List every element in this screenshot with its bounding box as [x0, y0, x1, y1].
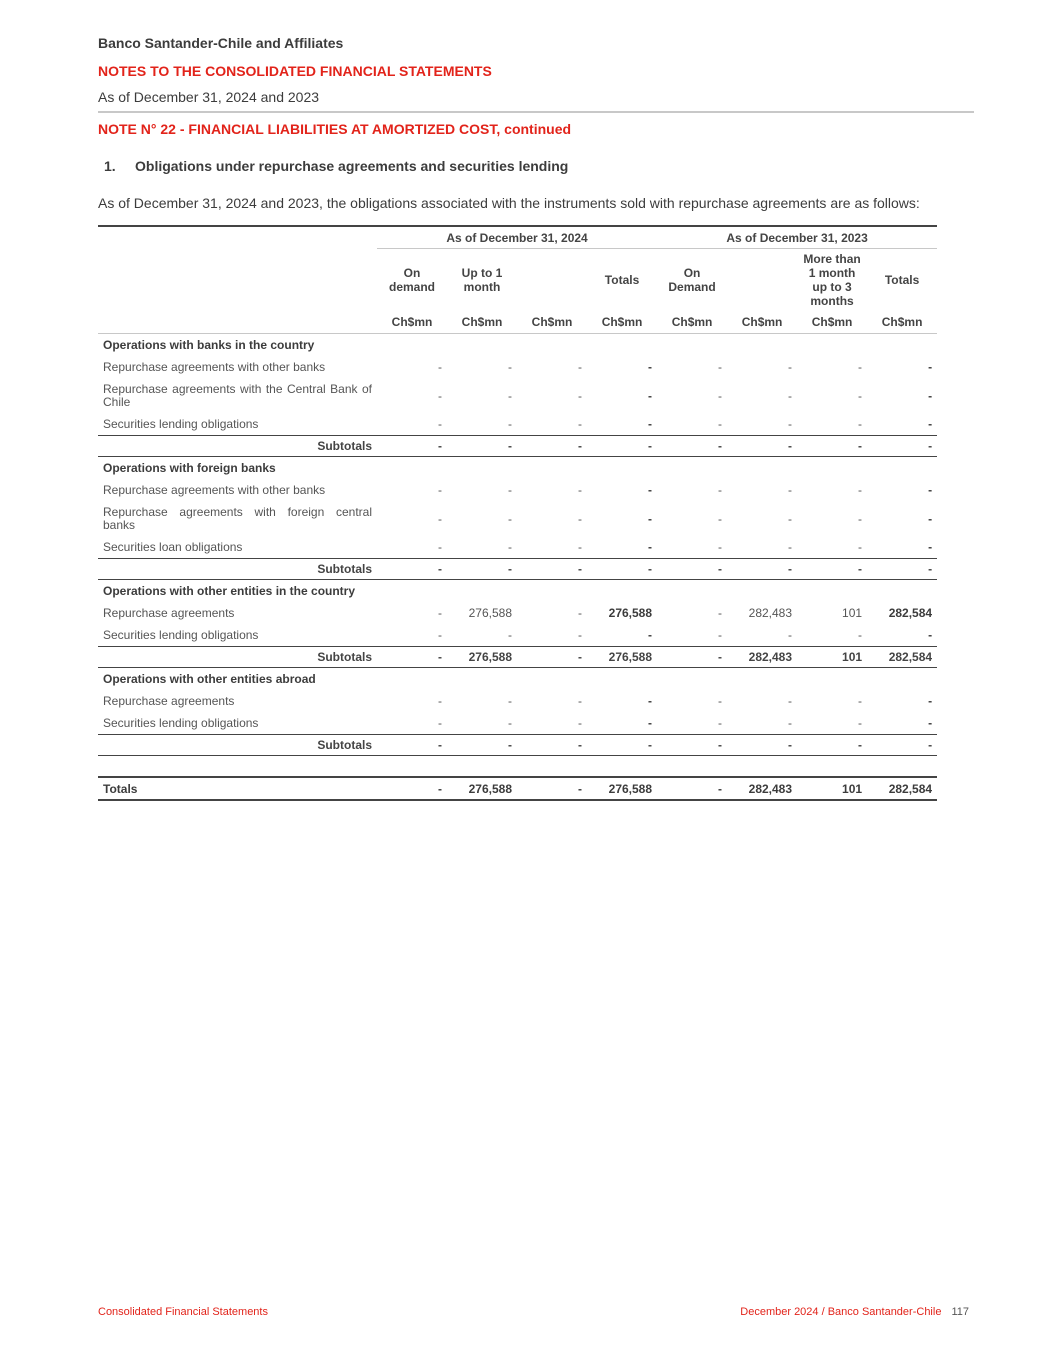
value-cell: -: [508, 716, 512, 730]
subtotal-cell: -: [517, 559, 587, 580]
value-cell: -: [718, 511, 723, 526]
subtotal-cell: -: [517, 436, 587, 457]
section-header-row: [98, 580, 937, 603]
col-header: Totals: [884, 273, 920, 287]
company-name: Banco Santander-Chile and Affiliates: [98, 35, 344, 51]
table-row: [98, 690, 937, 712]
value-cell: -: [788, 417, 793, 431]
note-title: NOTE N° 22 - FINANCIAL LIABILITIES AT AMORTIZED COST, continued: [98, 121, 572, 137]
total-cell: 282,584: [867, 777, 937, 800]
value-cell: -: [578, 417, 582, 431]
period-2024-header: As of December 31, 2024: [377, 226, 657, 249]
notes-title: NOTES TO THE CONSOLIDATED FINANCIAL STATEMENTS: [98, 63, 492, 79]
value-cell: -: [438, 606, 442, 620]
section-header: Operations with foreign banks: [103, 461, 276, 475]
value-cell: -: [858, 716, 863, 730]
subtotal-cell: -: [587, 559, 657, 580]
spacer-row: [98, 756, 937, 778]
subtotal-cell: -: [447, 559, 517, 580]
subtotal-cell: -: [867, 735, 937, 756]
value-cell: -: [438, 540, 442, 554]
unit-cell: Ch$mn: [727, 311, 797, 334]
subtotal-cell: -: [587, 735, 657, 756]
subtotal-cell: -: [867, 559, 937, 580]
value-cell: -: [928, 388, 933, 403]
subtotal-cell: -: [657, 647, 727, 668]
subtotal-cell: 282,584: [867, 647, 937, 668]
subtotal-cell: -: [657, 559, 727, 580]
subtotal-cell: -: [867, 436, 937, 457]
subtotal-cell: -: [377, 559, 447, 580]
value-cell: -: [508, 628, 512, 642]
table-row: [98, 624, 937, 647]
table-row: [98, 536, 937, 559]
subtotal-cell: -: [797, 436, 867, 457]
row-label: Repurchase agreements with the Central Bank of Chile: [103, 381, 372, 409]
value-cell: 276,588: [608, 606, 653, 620]
value-cell: -: [508, 511, 512, 526]
header-divider: [98, 111, 974, 113]
value-cell: 282,483: [748, 606, 793, 620]
value-cell: -: [438, 388, 442, 403]
table-row: [98, 712, 937, 735]
value-cell: -: [438, 694, 442, 708]
value-cell: -: [788, 388, 793, 403]
subtotal-cell: -: [517, 735, 587, 756]
unit-cell: Ch$mn: [657, 311, 727, 334]
value-cell: -: [928, 628, 933, 642]
unit-cell: Ch$mn: [377, 311, 447, 334]
value-cell: -: [858, 483, 863, 497]
col-header: [517, 249, 587, 312]
value-cell: -: [718, 606, 723, 620]
value-cell: -: [438, 716, 442, 730]
subtotal-cell: -: [657, 436, 727, 457]
value-cell: -: [928, 694, 933, 708]
unit-cell: Ch$mn: [867, 311, 937, 334]
row-label: Securities lending obligations: [103, 716, 259, 730]
row-label: Repurchase agreements with foreign central banks: [103, 504, 372, 532]
unit-cell: Ch$mn: [587, 311, 657, 334]
subtotal-cell: 101: [797, 647, 867, 668]
value-cell: -: [928, 360, 933, 374]
value-cell: -: [718, 417, 723, 431]
value-cell: -: [858, 694, 863, 708]
subtotal-cell: -: [797, 735, 867, 756]
value-cell: -: [928, 540, 933, 554]
value-cell: -: [648, 417, 653, 431]
unit-row: [98, 311, 937, 334]
subtotal-row: [98, 647, 937, 668]
table-row: [98, 602, 937, 624]
value-cell: -: [438, 483, 442, 497]
section-header-row: [98, 457, 937, 480]
table-row: [98, 501, 937, 536]
footer-right: [740, 1306, 969, 1318]
subtotal-label: Subtotals: [98, 735, 377, 756]
row-label: Repurchase agreements: [103, 694, 235, 708]
value-cell: -: [858, 628, 863, 642]
value-cell: -: [578, 694, 582, 708]
value-cell: -: [718, 483, 723, 497]
subtotal-row: [98, 559, 937, 580]
value-cell: -: [508, 388, 512, 403]
subtotal-cell: 282,483: [727, 647, 797, 668]
value-cell: -: [788, 694, 793, 708]
subtotal-label: Subtotals: [98, 436, 377, 457]
row-label: Securities loan obligations: [103, 540, 243, 554]
value-cell: 276,588: [468, 606, 512, 620]
value-cell: -: [578, 388, 582, 403]
value-cell: -: [648, 628, 653, 642]
repurchase-obligations-table: [98, 225, 937, 801]
col-header: Up to 1 month: [461, 266, 503, 294]
totals-label: Totals: [98, 777, 377, 800]
col-header: On demand: [388, 266, 435, 294]
section-header-row: [98, 334, 937, 357]
table-row: [98, 479, 937, 501]
unit-cell: Ch$mn: [447, 311, 517, 334]
period-2023-header: As of December 31, 2023: [657, 226, 937, 249]
subtotal-cell: -: [587, 436, 657, 457]
value-cell: -: [578, 716, 582, 730]
value-cell: -: [438, 511, 442, 526]
total-cell: 276,588: [587, 777, 657, 800]
value-cell: -: [858, 511, 863, 526]
subtotal-cell: -: [447, 436, 517, 457]
col-header: Totals: [604, 273, 640, 287]
value-cell: -: [718, 628, 723, 642]
value-cell: -: [438, 360, 442, 374]
total-cell: 101: [797, 777, 867, 800]
value-cell: -: [578, 511, 582, 526]
value-cell: -: [718, 540, 723, 554]
value-cell: -: [438, 628, 442, 642]
value-cell: -: [718, 388, 723, 403]
col-header: On Demand: [668, 266, 716, 294]
value-cell: -: [508, 360, 512, 374]
subtotal-cell: 276,588: [447, 647, 517, 668]
subtotal-cell: -: [797, 559, 867, 580]
page-number: 117: [951, 1306, 969, 1318]
value-cell: 101: [842, 606, 863, 620]
subtotal-row: [98, 735, 937, 756]
section-header-row: [98, 668, 937, 691]
value-cell: -: [928, 716, 933, 730]
footer-left: Consolidated Financial Statements: [98, 1306, 268, 1318]
subtotal-cell: -: [377, 735, 447, 756]
subtotal-cell: 276,588: [587, 647, 657, 668]
row-label: Repurchase agreements with other banks: [103, 360, 326, 374]
value-cell: -: [788, 628, 793, 642]
subtotal-cell: -: [727, 559, 797, 580]
value-cell: -: [648, 483, 653, 497]
table-row: [98, 356, 937, 378]
col-header: [727, 249, 797, 312]
value-cell: -: [788, 716, 793, 730]
value-cell: -: [718, 360, 723, 374]
subtotal-label: Subtotals: [98, 559, 377, 580]
section-header: Operations with banks in the country: [103, 338, 315, 352]
footer-report-label: December 2024 / Banco Santander-Chile: [740, 1306, 942, 1318]
unit-cell: Ch$mn: [517, 311, 587, 334]
as-of-date: As of December 31, 2024 and 2023: [98, 89, 320, 105]
subtotal-cell: -: [727, 436, 797, 457]
value-cell: -: [578, 483, 582, 497]
value-cell: -: [858, 388, 863, 403]
total-cell: -: [517, 777, 587, 800]
row-label: Securities lending obligations: [103, 628, 259, 642]
value-cell: -: [578, 360, 582, 374]
subtotal-cell: -: [377, 647, 447, 668]
value-cell: -: [508, 417, 512, 431]
value-cell: -: [578, 606, 582, 620]
column-header-row: [98, 249, 937, 312]
value-cell: -: [858, 540, 863, 554]
value-cell: -: [648, 511, 653, 526]
section-number: 1.: [104, 158, 116, 174]
value-cell: -: [858, 360, 863, 374]
value-cell: -: [648, 360, 653, 374]
value-cell: -: [508, 483, 512, 497]
value-cell: 282,584: [888, 606, 933, 620]
value-cell: -: [858, 417, 863, 431]
table-row: [98, 413, 937, 436]
period-header-row: [98, 226, 937, 249]
unit-cell: Ch$mn: [797, 311, 867, 334]
value-cell: -: [438, 417, 442, 431]
total-cell: -: [657, 777, 727, 800]
section-header: Operations with other entities in the country: [103, 584, 356, 598]
value-cell: -: [578, 628, 582, 642]
value-cell: -: [648, 540, 653, 554]
total-cell: -: [377, 777, 447, 800]
total-cell: 276,588: [447, 777, 517, 800]
col-header: More than 1 month up to 3 months: [803, 252, 861, 308]
row-label: Securities lending obligations: [103, 417, 259, 431]
value-cell: -: [508, 694, 512, 708]
value-cell: -: [928, 511, 933, 526]
table-row: [98, 378, 937, 413]
total-cell: 282,483: [727, 777, 797, 800]
value-cell: -: [718, 694, 723, 708]
subtotal-cell: -: [377, 436, 447, 457]
section-title: Obligations under repurchase agreements and securities lending: [135, 158, 569, 174]
value-cell: -: [508, 540, 512, 554]
subtotal-label: Subtotals: [98, 647, 377, 668]
subtotal-cell: -: [447, 735, 517, 756]
value-cell: -: [648, 694, 653, 708]
subtotal-cell: -: [517, 647, 587, 668]
table-body: [98, 334, 937, 756]
subtotal-cell: -: [657, 735, 727, 756]
value-cell: -: [788, 540, 793, 554]
value-cell: -: [788, 511, 793, 526]
totals-row: [98, 777, 937, 800]
value-cell: -: [578, 540, 582, 554]
row-label: Repurchase agreements with other banks: [103, 483, 326, 497]
value-cell: -: [648, 388, 653, 403]
subtotal-row: [98, 436, 937, 457]
value-cell: -: [648, 716, 653, 730]
value-cell: -: [788, 483, 793, 497]
section-header: Operations with other entities abroad: [103, 672, 316, 686]
intro-paragraph: As of December 31, 2024 and 2023, the obligations associated with the instruments sold with repurchase agreements are as follows:: [98, 195, 920, 211]
value-cell: -: [928, 483, 933, 497]
subtotal-cell: -: [727, 735, 797, 756]
value-cell: -: [788, 360, 793, 374]
value-cell: -: [928, 417, 933, 431]
row-label: Repurchase agreements: [103, 606, 235, 620]
value-cell: -: [718, 716, 723, 730]
